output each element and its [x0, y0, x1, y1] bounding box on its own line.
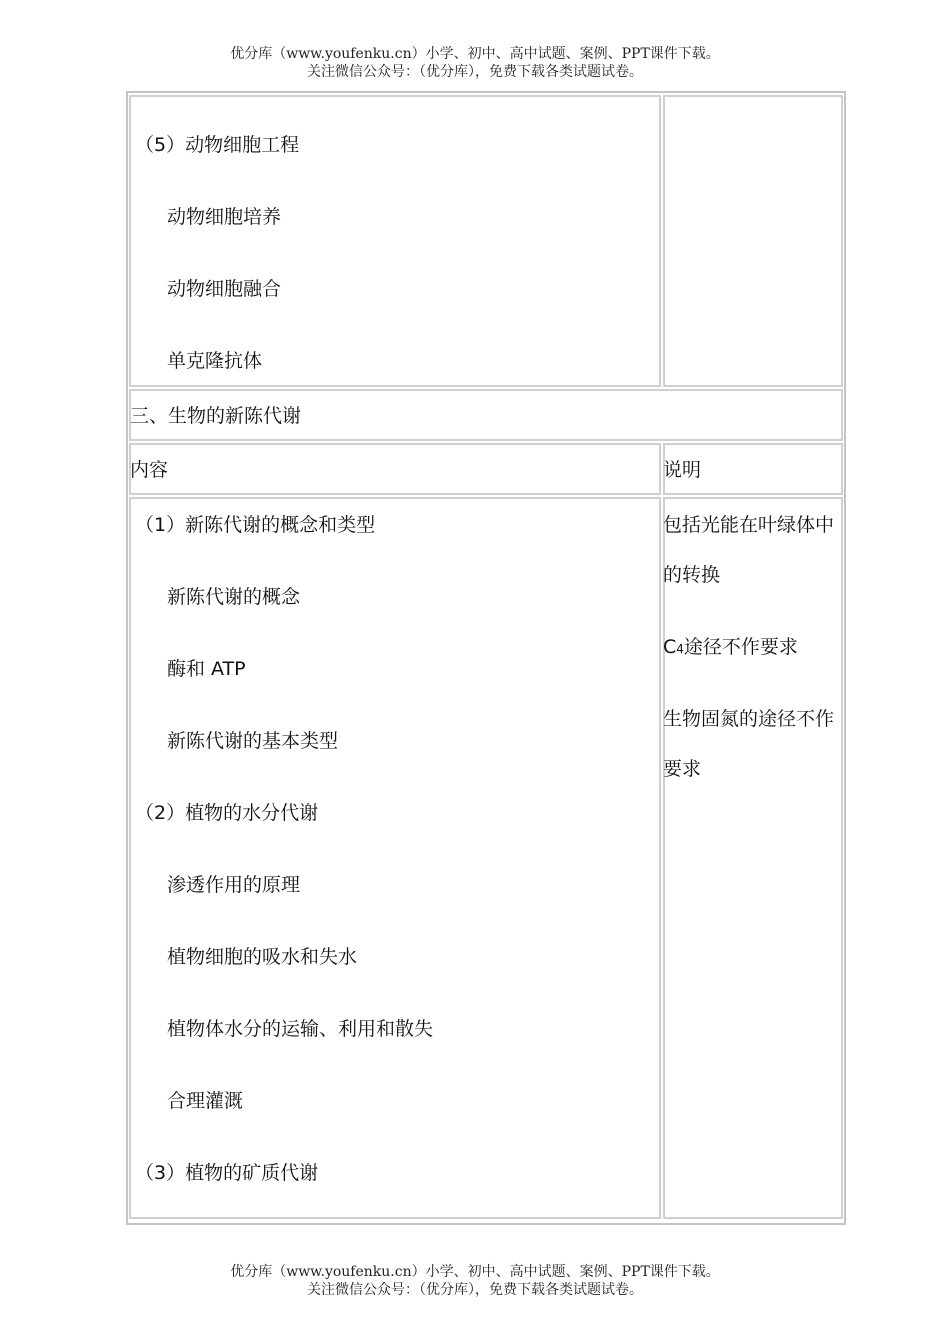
note-2-subscript: 4: [676, 642, 684, 656]
note-1-line-b: 的转换: [663, 564, 721, 586]
main-note-cell: [663, 497, 843, 1219]
note-2: [663, 635, 798, 661]
footer-line-1: 优分库（www.youfenku.cn）小学、初中、高中试题、案例、PPT课件下载。: [230, 1264, 720, 1280]
section3-heading: 三、生物的新陈代谢: [130, 405, 302, 427]
note-3-line-a: 生物固氮的途径不作: [663, 708, 835, 730]
column-header-note: 说明: [663, 459, 702, 481]
group2-item: 植物体水分的运输、利用和散失: [167, 1018, 434, 1040]
group1-item: 新陈代谢的基本类型: [167, 730, 339, 752]
group1-item: 新陈代谢的概念: [167, 586, 301, 608]
section5-item: 动物细胞融合: [167, 278, 282, 300]
group2-item: 合理灌溉: [167, 1090, 244, 1112]
footer-line-2: 关注微信公众号：（优分库），免费下载各类试题试卷。: [307, 1282, 643, 1298]
header-line-2: 关注微信公众号：（优分库），免费下载各类试题试卷。: [307, 64, 643, 80]
column-header-content: 内容: [130, 459, 169, 481]
group1-item: 酶和 ATP: [167, 658, 246, 680]
note-1-line-a: 包括光能在叶绿体中: [663, 514, 835, 536]
section5-item: 单克隆抗体: [167, 350, 263, 372]
note-3-line-b: 要求: [663, 758, 702, 780]
group3-title: （3）植物的矿质代谢: [135, 1162, 319, 1184]
group1-title: （1）新陈代谢的概念和类型: [135, 514, 376, 536]
section5-title: （5）动物细胞工程: [135, 134, 300, 156]
section5-note-cell: [663, 95, 843, 387]
page-header: [0, 45, 950, 81]
section5-item: 动物细胞培养: [167, 206, 282, 228]
group2-item: 渗透作用的原理: [167, 874, 301, 896]
group2-title: （2）植物的水分代谢: [135, 802, 319, 824]
content-header-cell: [129, 443, 661, 495]
note-2-rest: 途径不作要求: [683, 636, 798, 658]
group2-item: 植物细胞的吸水和失水: [167, 946, 358, 968]
page-footer: [0, 1263, 950, 1299]
header-line-1: 优分库（www.youfenku.cn）小学、初中、高中试题、案例、PPT课件下载。: [230, 46, 720, 62]
note-2-c: C: [663, 636, 677, 658]
